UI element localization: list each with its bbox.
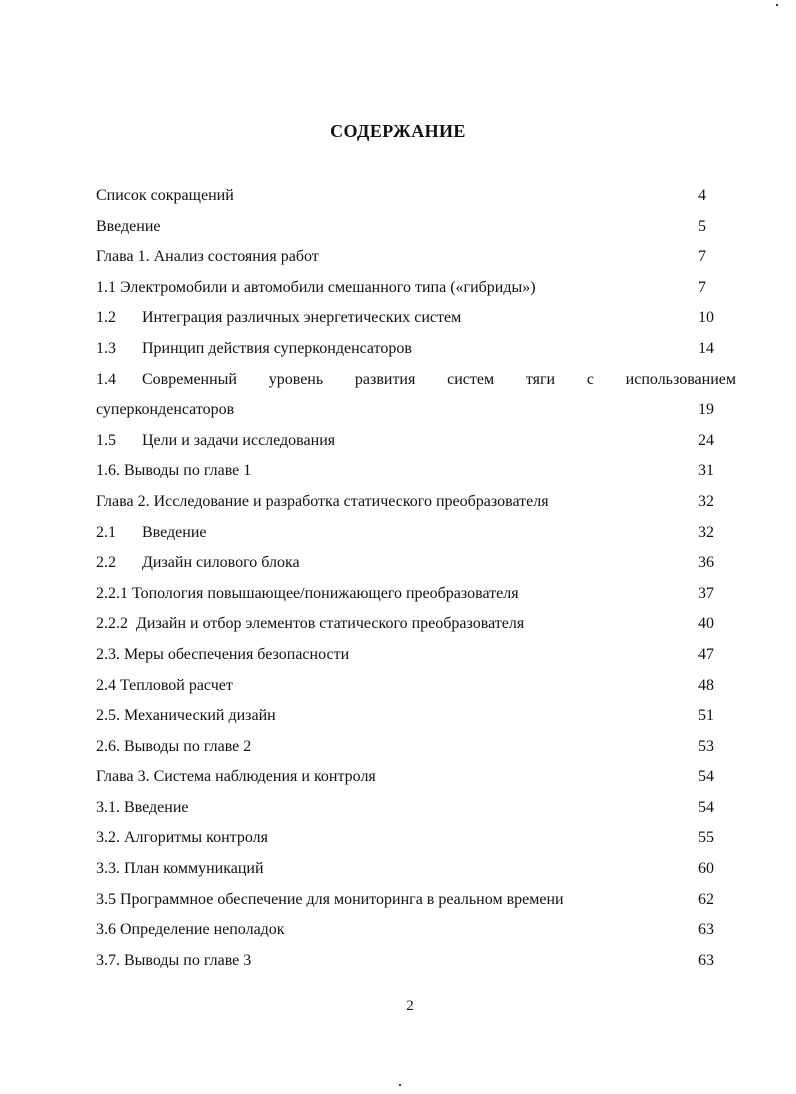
toc-entry-label: Введение	[96, 217, 161, 235]
toc-entry-label: Список сокращений	[96, 187, 234, 204]
toc-entry-label: суперконденсаторов	[96, 401, 235, 419]
toc-entry-label: 2.2.2 Дизайн и отбор элементов статического преобразователя	[96, 615, 525, 633]
toc-entry-page: 62	[698, 890, 714, 908]
toc-entry	[96, 732, 736, 763]
scan-speck	[776, 4, 778, 6]
page-title: СОДЕРЖАНИЕ	[330, 121, 466, 141]
toc-entry	[96, 334, 736, 365]
toc-entry-page: 7	[698, 248, 706, 266]
toc-entry	[96, 487, 736, 518]
toc-entry-number: 1.5	[96, 431, 116, 449]
toc-entry-page: 63	[698, 951, 714, 969]
toc-entry	[96, 671, 736, 702]
toc-entry-page: 14	[698, 339, 714, 357]
toc-entry-number: 1.3	[96, 339, 116, 357]
toc-entry-page: 32	[698, 523, 714, 541]
toc-entry-label: Принцип действия суперконденсаторов	[142, 339, 412, 357]
toc-entry	[96, 456, 736, 487]
toc-entry-label: Введение	[142, 523, 207, 541]
toc-entry-label: Дизайн силового блока	[142, 554, 300, 572]
toc-entry-number: 1.4	[96, 370, 116, 388]
toc-entry-label: 2.2.1 Топология повышающее/понижающего преобразователя	[96, 584, 519, 602]
toc-entry-label: 3.2. Алгоритмы контроля	[96, 829, 268, 847]
toc-entry	[96, 609, 736, 640]
toc-entry	[96, 212, 736, 243]
toc-entry	[96, 854, 736, 885]
toc-entry-label: 3.3. План коммуникаций	[96, 860, 264, 878]
toc-entry-label: Интеграция различных энергетических систем	[142, 309, 462, 327]
toc-entry	[96, 885, 736, 916]
toc-entry	[96, 181, 736, 212]
toc-entry-label: 3.5 Программное обеспечение для мониторинга в реальном времени	[96, 890, 564, 908]
toc-entry-label: 1.6. Выводы по главе 1	[96, 462, 252, 480]
toc-entry-page: 24	[698, 431, 714, 449]
toc-entry-label: Современный уровень развития систем тяги с использованием	[142, 370, 736, 388]
toc-entry	[96, 579, 736, 610]
toc-entry-label: 2.5. Механический дизайн	[96, 707, 276, 725]
toc-entry	[96, 793, 736, 824]
toc-entry	[96, 273, 736, 304]
toc-entry-page: 53	[698, 737, 714, 755]
toc-entry	[96, 395, 736, 426]
toc-entry-label: 1.1 Электромобили и автомобили смешанного типа («гибриды»)	[96, 278, 536, 296]
toc-entry-label: Глава 3. Система наблюдения и контроля	[96, 768, 376, 786]
toc-entry-page: 63	[698, 921, 714, 939]
toc-entry-label: 3.1. Введение	[96, 798, 189, 816]
toc-entry-page: 60	[698, 860, 714, 878]
toc-entry-page: 36	[698, 554, 714, 572]
toc-entry-page: 48	[698, 676, 714, 694]
table-of-contents	[96, 181, 736, 976]
toc-entry	[96, 640, 736, 671]
toc-entry-label: 2.4 Тепловой расчет	[96, 676, 233, 694]
toc-entry	[96, 303, 736, 334]
toc-entry-page: 47	[698, 645, 714, 663]
toc-entry-page: 19	[698, 401, 714, 419]
toc-entry-page: 37	[698, 584, 714, 602]
toc-entry-label: 2.3. Меры обеспечения безопасности	[96, 645, 350, 663]
toc-entry	[96, 946, 736, 977]
toc-entry	[96, 701, 736, 732]
toc-entry	[96, 823, 736, 854]
toc-entry-page: 10	[698, 309, 714, 327]
page-number: 2	[406, 998, 414, 1014]
toc-entry-label: 3.7. Выводы по главе 3	[96, 951, 252, 969]
scan-speck	[399, 1084, 401, 1086]
toc-entry-page: 54	[698, 798, 714, 816]
toc-entry-page: 31	[698, 462, 714, 480]
toc-entry	[96, 548, 736, 579]
toc-entry-label: Цели и задачи исследования	[142, 431, 336, 449]
toc-entry-page: 54	[698, 768, 714, 786]
toc-entry-page: 32	[698, 492, 714, 510]
toc-entry-page: 4	[698, 187, 706, 204]
toc-entry-label: Глава 1. Анализ состояния работ	[96, 248, 319, 266]
toc-entry-number: 1.2	[96, 309, 116, 327]
toc-entry-label: Глава 2. Исследование и разработка статического преобразователя	[96, 492, 549, 510]
toc-entry-number: 2.1	[96, 523, 116, 541]
toc-entry-label: 3.6 Определение неполадок	[96, 921, 285, 939]
toc-entry-page: 55	[698, 829, 714, 847]
toc-entry-number: 2.2	[96, 554, 116, 572]
toc-entry	[96, 762, 736, 793]
toc-entry	[96, 365, 736, 396]
toc-entry-page: 7	[698, 278, 706, 296]
toc-entry	[96, 242, 736, 273]
toc-entry	[96, 915, 736, 946]
toc-entry-page: 5	[698, 217, 706, 235]
toc-entry-page: 51	[698, 707, 714, 725]
toc-entry-page: 40	[698, 615, 714, 633]
toc-entry	[96, 426, 736, 457]
toc-entry-label: 2.6. Выводы по главе 2	[96, 737, 252, 755]
toc-entry	[96, 518, 736, 549]
